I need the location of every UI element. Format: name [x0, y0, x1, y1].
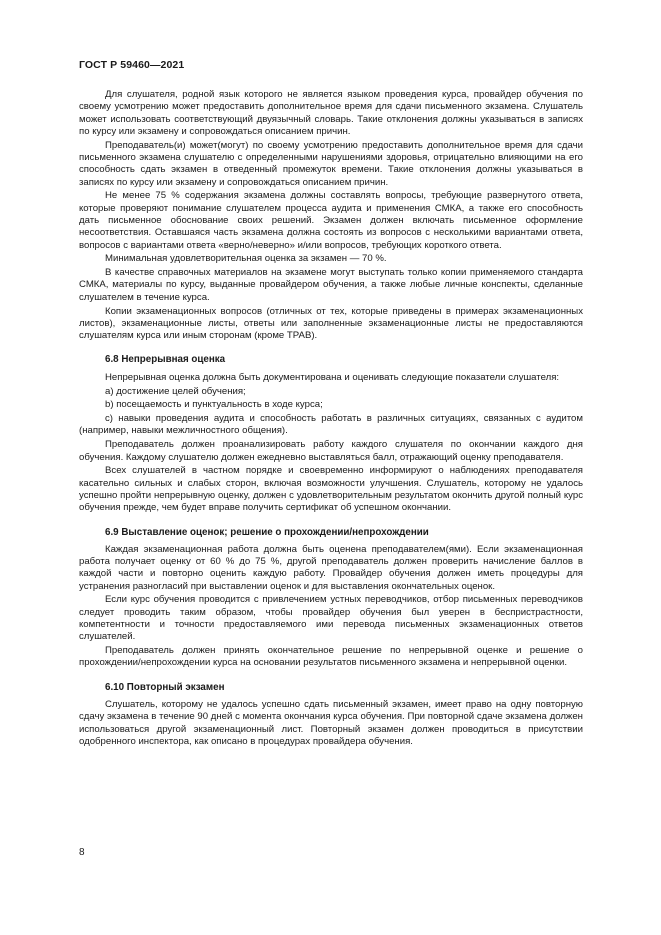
paragraph: Преподаватель должен принять окончательное решение по непрерывной оценке и решение о прохождении/непрохождении курса на основании результатов письменного экзамена и непрерывной оценки.	[79, 645, 583, 669]
document-code-header: ГОСТ Р 59460—2021	[79, 59, 185, 71]
paragraph: Минимальная удовлетворительная оценка за экзамен — 70 %.	[105, 253, 387, 265]
paragraph: Если курс обучения проводится с привлечением устных переводчиков, отбор письменных переводчиков следует проводить таким образом, чтобы провайдер обучения был уверен в беспристрастности, компетентности и точности предоставляемого ими перевода письменных экзаменационных ответов слушателей.	[79, 594, 583, 643]
paragraph: Преподаватель(и) может(могут) по своему усмотрению предоставить дополнительное время для сдачи письменного экзамена слушателю с определенными нарушениями здоровья, отрицательно влияющими на его способность сдать экзамен в отведенный промежуток времени. Такие отклонения должны указываться в записях по курсу или экзамену и сопровождаться описанием причин.	[79, 139, 583, 188]
section-heading-6-9: 6.9 Выставление оценок; решение о прохождении/непрохождении	[105, 526, 429, 538]
paragraph: Не менее 75 % содержания экзамена должны составлять вопросы, требующие развернутого ответа, которые проверяют понимание слушателем процесса аудита и применения СМКА, а также его способность дать письменное обоснование своих решений. Экзамен должен включать письменное оформление несоответствия. Оставшаяся часть экзамена должна состоять из вопросов с несколькими вариантами ответа, вопросов с вариантами ответа «верно/неверно» и/или вопросов, требующих короткого ответа.	[79, 190, 583, 251]
paragraph: Копии экзаменационных вопросов (отличных от тех, которые приведены в примерах экзаменационных листов), экзаменационные листы, ответы или заполненные экзаменационные листы не предоставляются слушателям курса или иным сторонам (кроме ТРАВ).	[79, 305, 583, 342]
paragraph: Непрерывная оценка должна быть документирована и оценивать следующие показатели слушателя:	[105, 371, 560, 383]
list-item: b) посещаемость и пунктуальность в ходе курса;	[105, 399, 323, 411]
paragraph: В качестве справочных материалов на экзамене могут выступать только копии применяемого стандарта СМКА, материалы по курсу, выданные провайдером обучения, а также любые личные конспекты, сделанные слушателем в течение курса.	[79, 267, 583, 303]
list-item: a) достижение целей обучения;	[105, 385, 246, 397]
section-heading-6-10: 6.10 Повторный экзамен	[105, 681, 225, 693]
paragraph: Каждая экзаменационная работа должна быть оценена преподавателем(ями). Если экзаменационная работа получает оценку от 60 % до 75 %, другой преподаватель должен проверить начисление баллов в каждой части и повторно оценить каждую работу. Провайдер обучения должен иметь процедуры для устранения разногласий при выставлении оценок и для выставления окончательных оценок.	[79, 543, 583, 592]
paragraph: Для слушателя, родной язык которого не является языком проведения курса, провайдер обучения по своему усмотрению может предоставить дополнительное время для сдачи письменного экзамена. Слушатель может использовать соответствующий двуязычный словарь. Такие отклонения должны указываться в записях по курсу или экзамену и сопровождаться описанием причин.	[79, 89, 583, 137]
paragraph: Всех слушателей в частном порядке и своевременно информируют о наблюдениях преподавателя касательно сильных и слабых сторон, включая возможности улучшения. Слушатель, которому не удалось успешно пройти непрерывную оценку, должен с удовлетворительным результатом окончить другой полный курс обучения прежде, чем будет вправе получить сертификат об успешном окончании.	[79, 465, 583, 514]
page-number: 8	[79, 847, 85, 858]
section-heading-6-8: 6.8 Непрерывная оценка	[105, 354, 226, 366]
paragraph: Слушатель, которому не удалось успешно сдать письменный экзамен, имеет право на одну повторную сдачу экзамена в течение 90 дней с момента окончания курса обучения. При повторной сдаче экзамена должен использоваться другой экзаменационный лист. Повторный экзамен должен проводиться в присутствии одобренного инспектора, как описано в процедурах провайдера обучения.	[79, 699, 583, 747]
paragraph: Преподаватель должен проанализировать работу каждого слушателя по окончании каждого дня обучения. Каждому слушателю должен ежедневно выставляться балл, отражающий оценку преподавателя.	[79, 439, 583, 463]
list-item: c) навыки проведения аудита и способность работать в различных ситуациях, связанных с аудитом (например, навыки межличностного общения).	[79, 413, 583, 437]
document-body	[79, 89, 583, 750]
